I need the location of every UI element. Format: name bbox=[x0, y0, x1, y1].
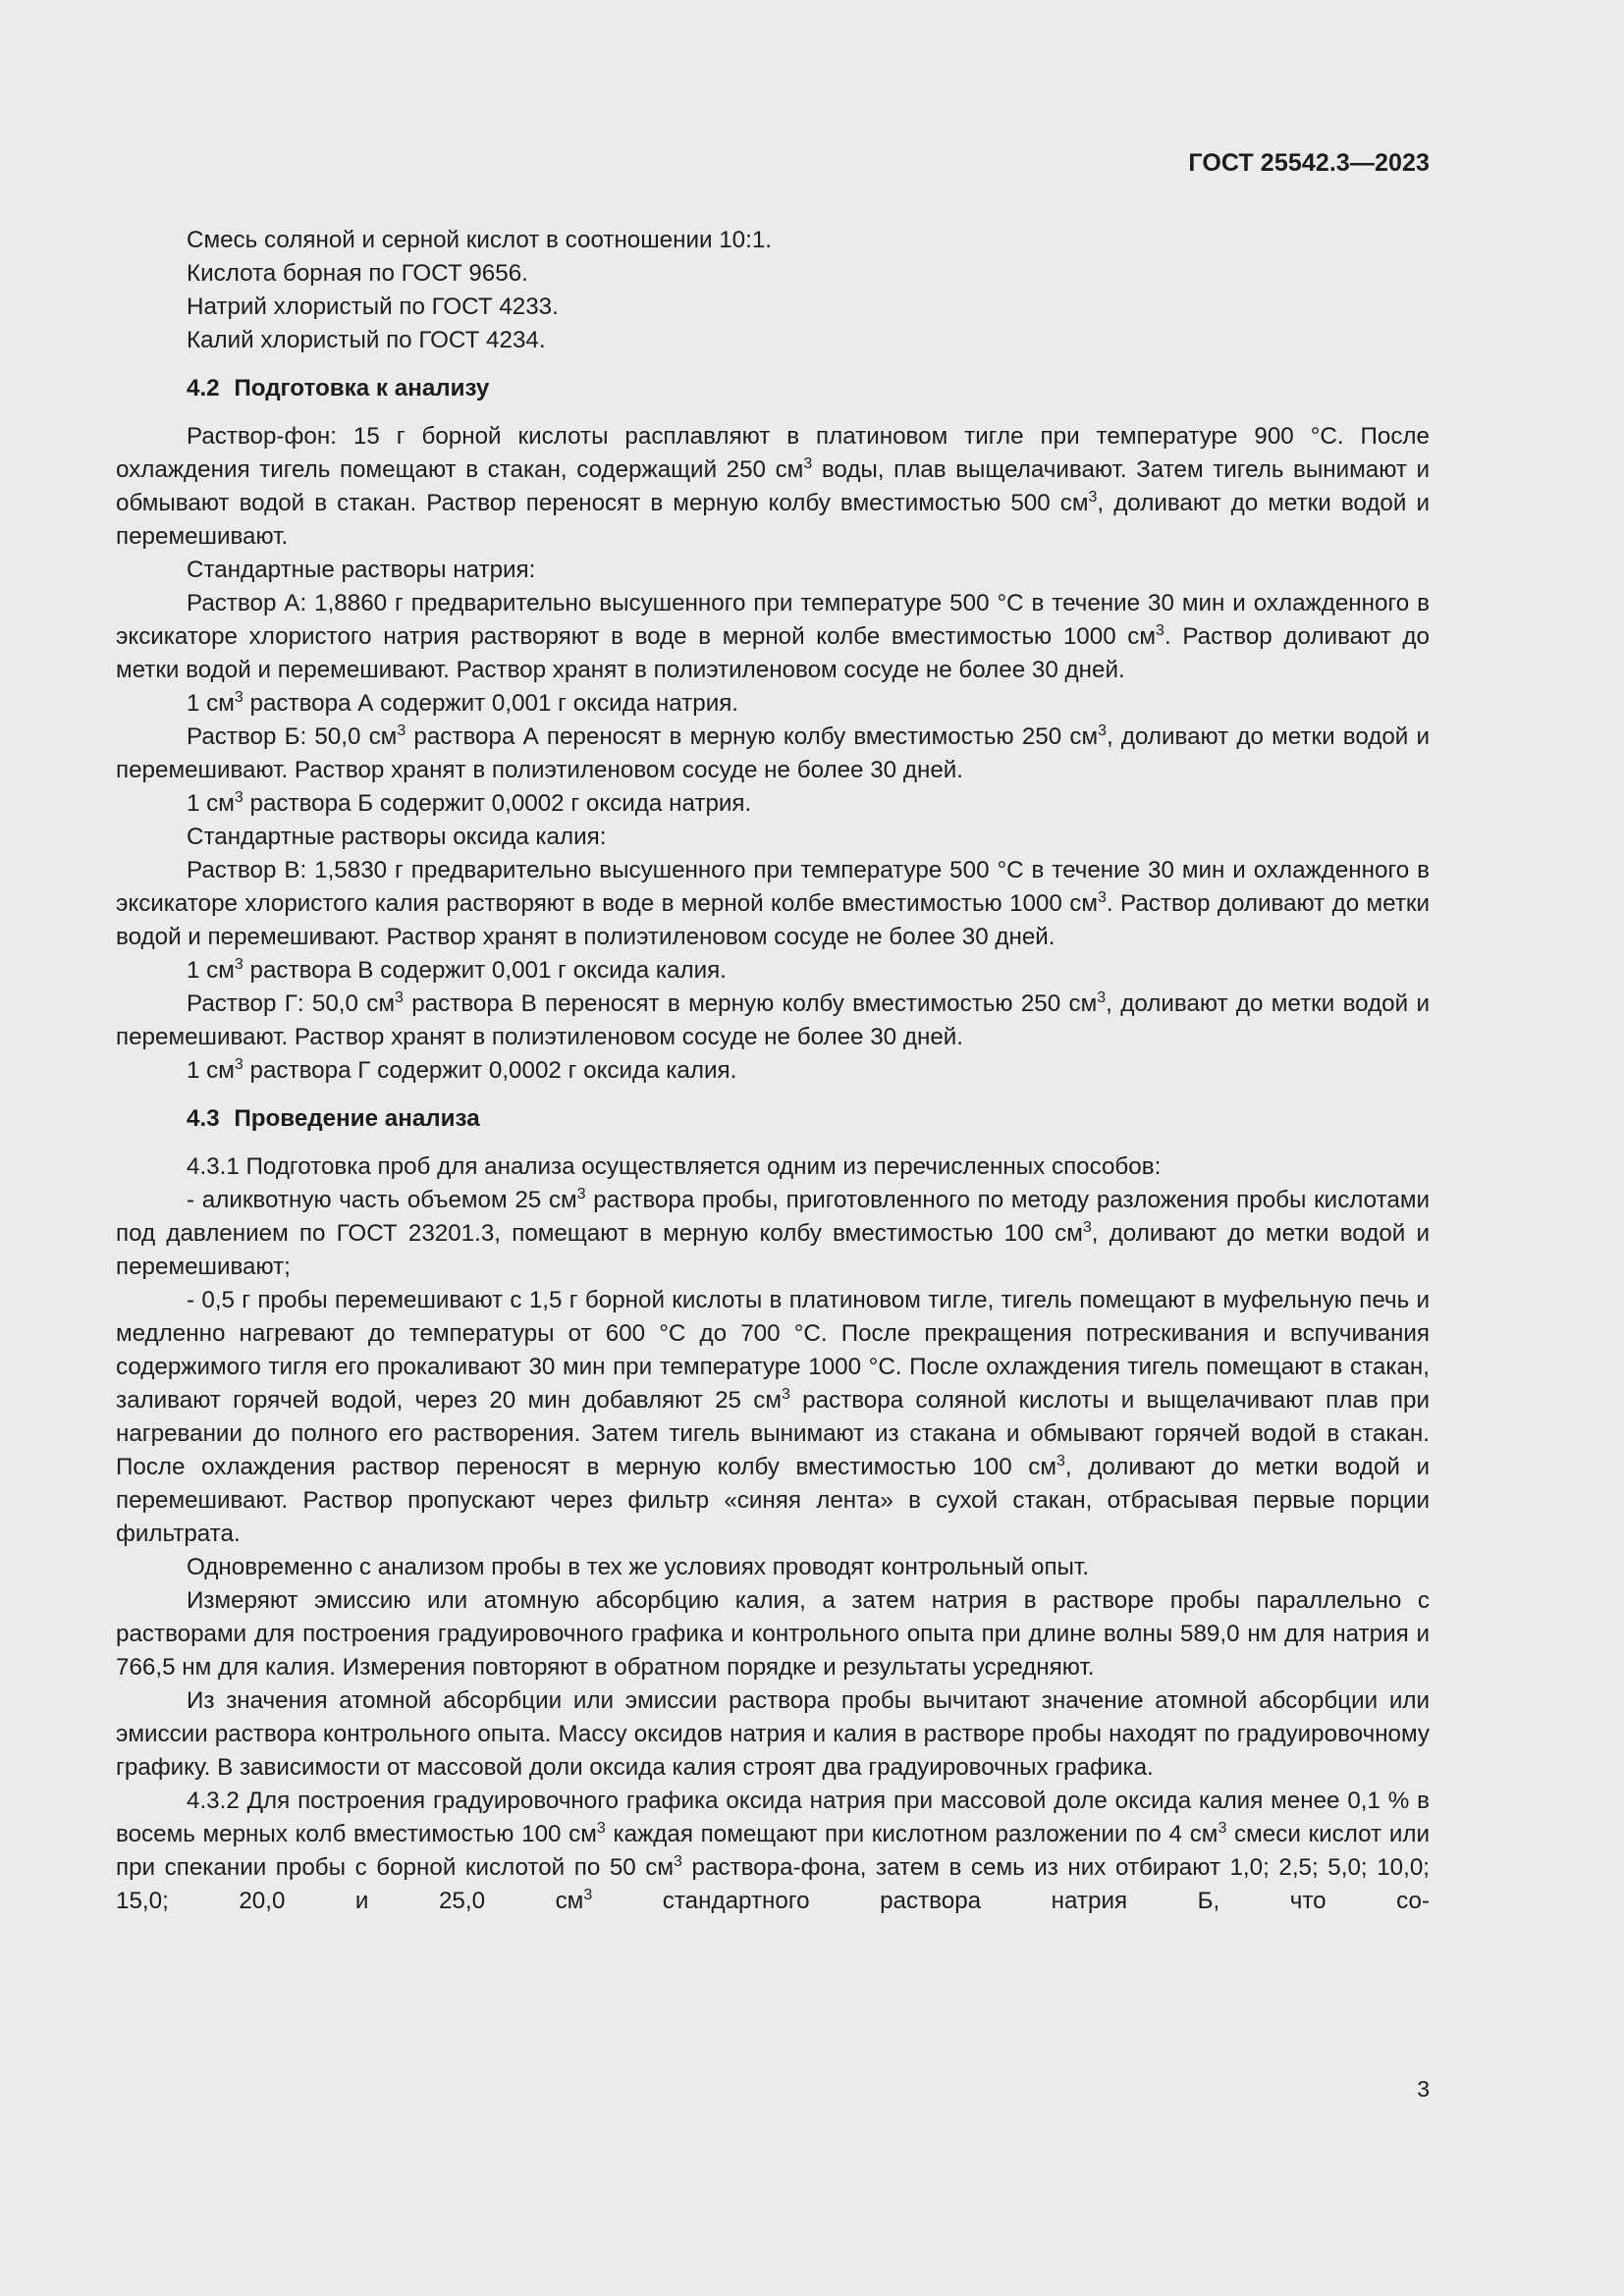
paragraph-solution-g-content: 1 $см^3$ раствора Г содержит 0,0002 г оксида калия. bbox=[187, 1056, 737, 1084]
paragraph-solution-g: Раствор Г: 50,0 $см^3$ раствора В переносят в мерную колбу вместимостью 250 $см^3$, доливают до метки водой и перемешивают. Раствор хранят в полиэтиленовом сосуде не более 30 дней. bbox=[116, 989, 1430, 1050]
paragraph-solution-v: Раствор В: 1,5830 г предварительно высушенного при температуре 500 °С в течение 30 мин и охлажденного в эксикаторе хлористого калия растворяют в воде в мерной колбе вместимостью 1000 $см^3$. Раствор доливают до метки водой и перемешивают. Раствор хранят в полиэтиленовом сосуде не более 30 дней. bbox=[116, 857, 1430, 950]
paragraph-solution-a: Раствор А: 1,8860 г предварительно высушенного при температуре 500 °С в течение 30 мин и охлажденного в эксикаторе хлористого натрия растворяют в воде в мерной колбе вместимостью 1000 $см^3$. Раствор доливают до метки водой и перемешивают. Раствор хранят в полиэтиленовом сосуде не более 30 дней. bbox=[116, 590, 1431, 683]
document-body bbox=[116, 224, 1430, 1918]
paragraph-solution-b: Раствор Б: 50,0 $см^3$ раствора А переносят в мерную колбу вместимостью 250 $см^3$, доливают до метки водой и перемешивают. Раствор хранят в полиэтиленовом сосуде не более 30 дней. bbox=[116, 722, 1430, 783]
section-title: Подготовка к анализу bbox=[234, 375, 490, 401]
paragraph-4-3-1: 4.3.1 Подготовка проб для анализа осуществляется одним из перечисленных способов: bbox=[187, 1153, 1162, 1180]
paragraph-sodium-standards: Стандартные растворы натрия: bbox=[187, 557, 536, 583]
paragraph-background-solution: Раствор-фон: 15 г борной кислоты расплавляют в платиновом тигле при температуре 900 °С. После охлаждения тигель помещают в стакан, содержащий 250 $см^3$ воды, плав выщелачивают. Затем тигель вынимают и обмывают водой в стакан. Раствор переносят в мерную колбу вместимостью 500 $см^3$, доливают до метки водой и перемешивают. bbox=[116, 423, 1430, 550]
reagent-item: Калий хлористый по ГОСТ 4234. bbox=[187, 327, 546, 353]
paragraph-solution-v-content: 1 $см^3$ раствора В содержит 0,001 г оксида калия. bbox=[187, 956, 727, 984]
page-number: 3 bbox=[1417, 2076, 1430, 2102]
paragraph-solution-a-content: 1 $см^3$ раствора А содержит 0,001 г оксида натрия. bbox=[187, 689, 739, 717]
list-item-aliquot: - аликвотную часть объемом 25 $см^3$ раствора пробы, приготовленного по методу разложения пробы кислотами под давлением по ГОСТ 23201.3, помещают в мерную колбу вместимостью 100 $см^3$, доливают до метки водой и перемешивают; bbox=[116, 1186, 1431, 1280]
paragraph-4-3-2: 4.3.2 Для построения градуировочного графика оксида натрия при массовой доле оксида калия менее 0,1 % в восемь мерных колб вместимостью 100 $см^3$ каждая помещают при кислотном разложении по 4 $см^3$ смеси кислот или при спекании пробы с борной кислотой по 50 $см^3$ раствора-фона, затем в семь из них отбирают 1,0; 2,5; 5,0; 10,0; 15,0; 20,0 и 25,0 $см^3$ стандартного раствора натрия Б, что со- bbox=[116, 1788, 1431, 1914]
section-heading-4-2 bbox=[187, 372, 1430, 405]
paragraph-control-test: Одновременно с анализом пробы в тех же условиях проводят контрольный опыт. bbox=[187, 1554, 1090, 1580]
list-item-fusion: - 0,5 г пробы перемешивают с 1,5 г борной кислоты в платиновом тигле, тигель помещают в муфельную печь и медленно нагревают до температуры от 600 °С до 700 °С. После прекращения потрескивания и вспучивания содержимого тигля его прокаливают 30 мин при температуре 1000 °С. После охлаждения тигель помещают в стакан, заливают горячей водой, через 20 мин добавляют 25 $см^3$ раствора соляной кислоты и выщелачивают плав при нагревании до полного его растворения. Затем тигель вынимают из стакана и обмывают горячей водой в стакан. После охлаждения раствор переносят в мерную колбу вместимостью 100 $см^3$, доливают до метки водой и перемешивают. Раствор пропускают через фильтр «синяя лента» в сухой стакан, отбрасывая первые порции фильтрата. bbox=[116, 1287, 1430, 1547]
section-number: 4.2 bbox=[187, 375, 220, 401]
reagent-item: Натрий хлористый по ГОСТ 4233. bbox=[187, 294, 559, 320]
section-heading-4-3 bbox=[187, 1102, 1430, 1136]
document-code: ГОСТ 25542.3—2023 bbox=[1188, 149, 1430, 177]
reagent-item: Смесь соляной и серной кислот в соотношении 10:1. bbox=[187, 227, 773, 253]
reagent-item: Кислота борная по ГОСТ 9656. bbox=[187, 260, 528, 287]
paragraph-potassium-standards: Стандартные растворы оксида калия: bbox=[187, 824, 607, 850]
paragraph-solution-b-content: 1 $см^3$ раствора Б содержит 0,0002 г оксида натрия. bbox=[187, 789, 752, 817]
paragraph-measurement: Измеряют эмиссию или атомную абсорбцию калия, а затем натрия в растворе пробы параллельно с растворами для построения градуировочного графика и контрольного опыта при длине волны 589,0 нм для натрия и 766,5 нм для калия. Измерения повторяют в обратном порядке и результаты усредняют. bbox=[116, 1587, 1430, 1681]
section-title: Проведение анализа bbox=[234, 1105, 480, 1132]
paragraph-calculation: Из значения атомной абсорбции или эмиссии раствора пробы вычитают значение атомной абсорбции или эмиссии раствора контрольного опыта. Массу оксидов натрия и калия в растворе пробы находят по градуировочному графику. В зависимости от массовой доли оксида калия строят два градуировочных графика. bbox=[116, 1687, 1430, 1781]
section-number: 4.3 bbox=[187, 1105, 220, 1132]
